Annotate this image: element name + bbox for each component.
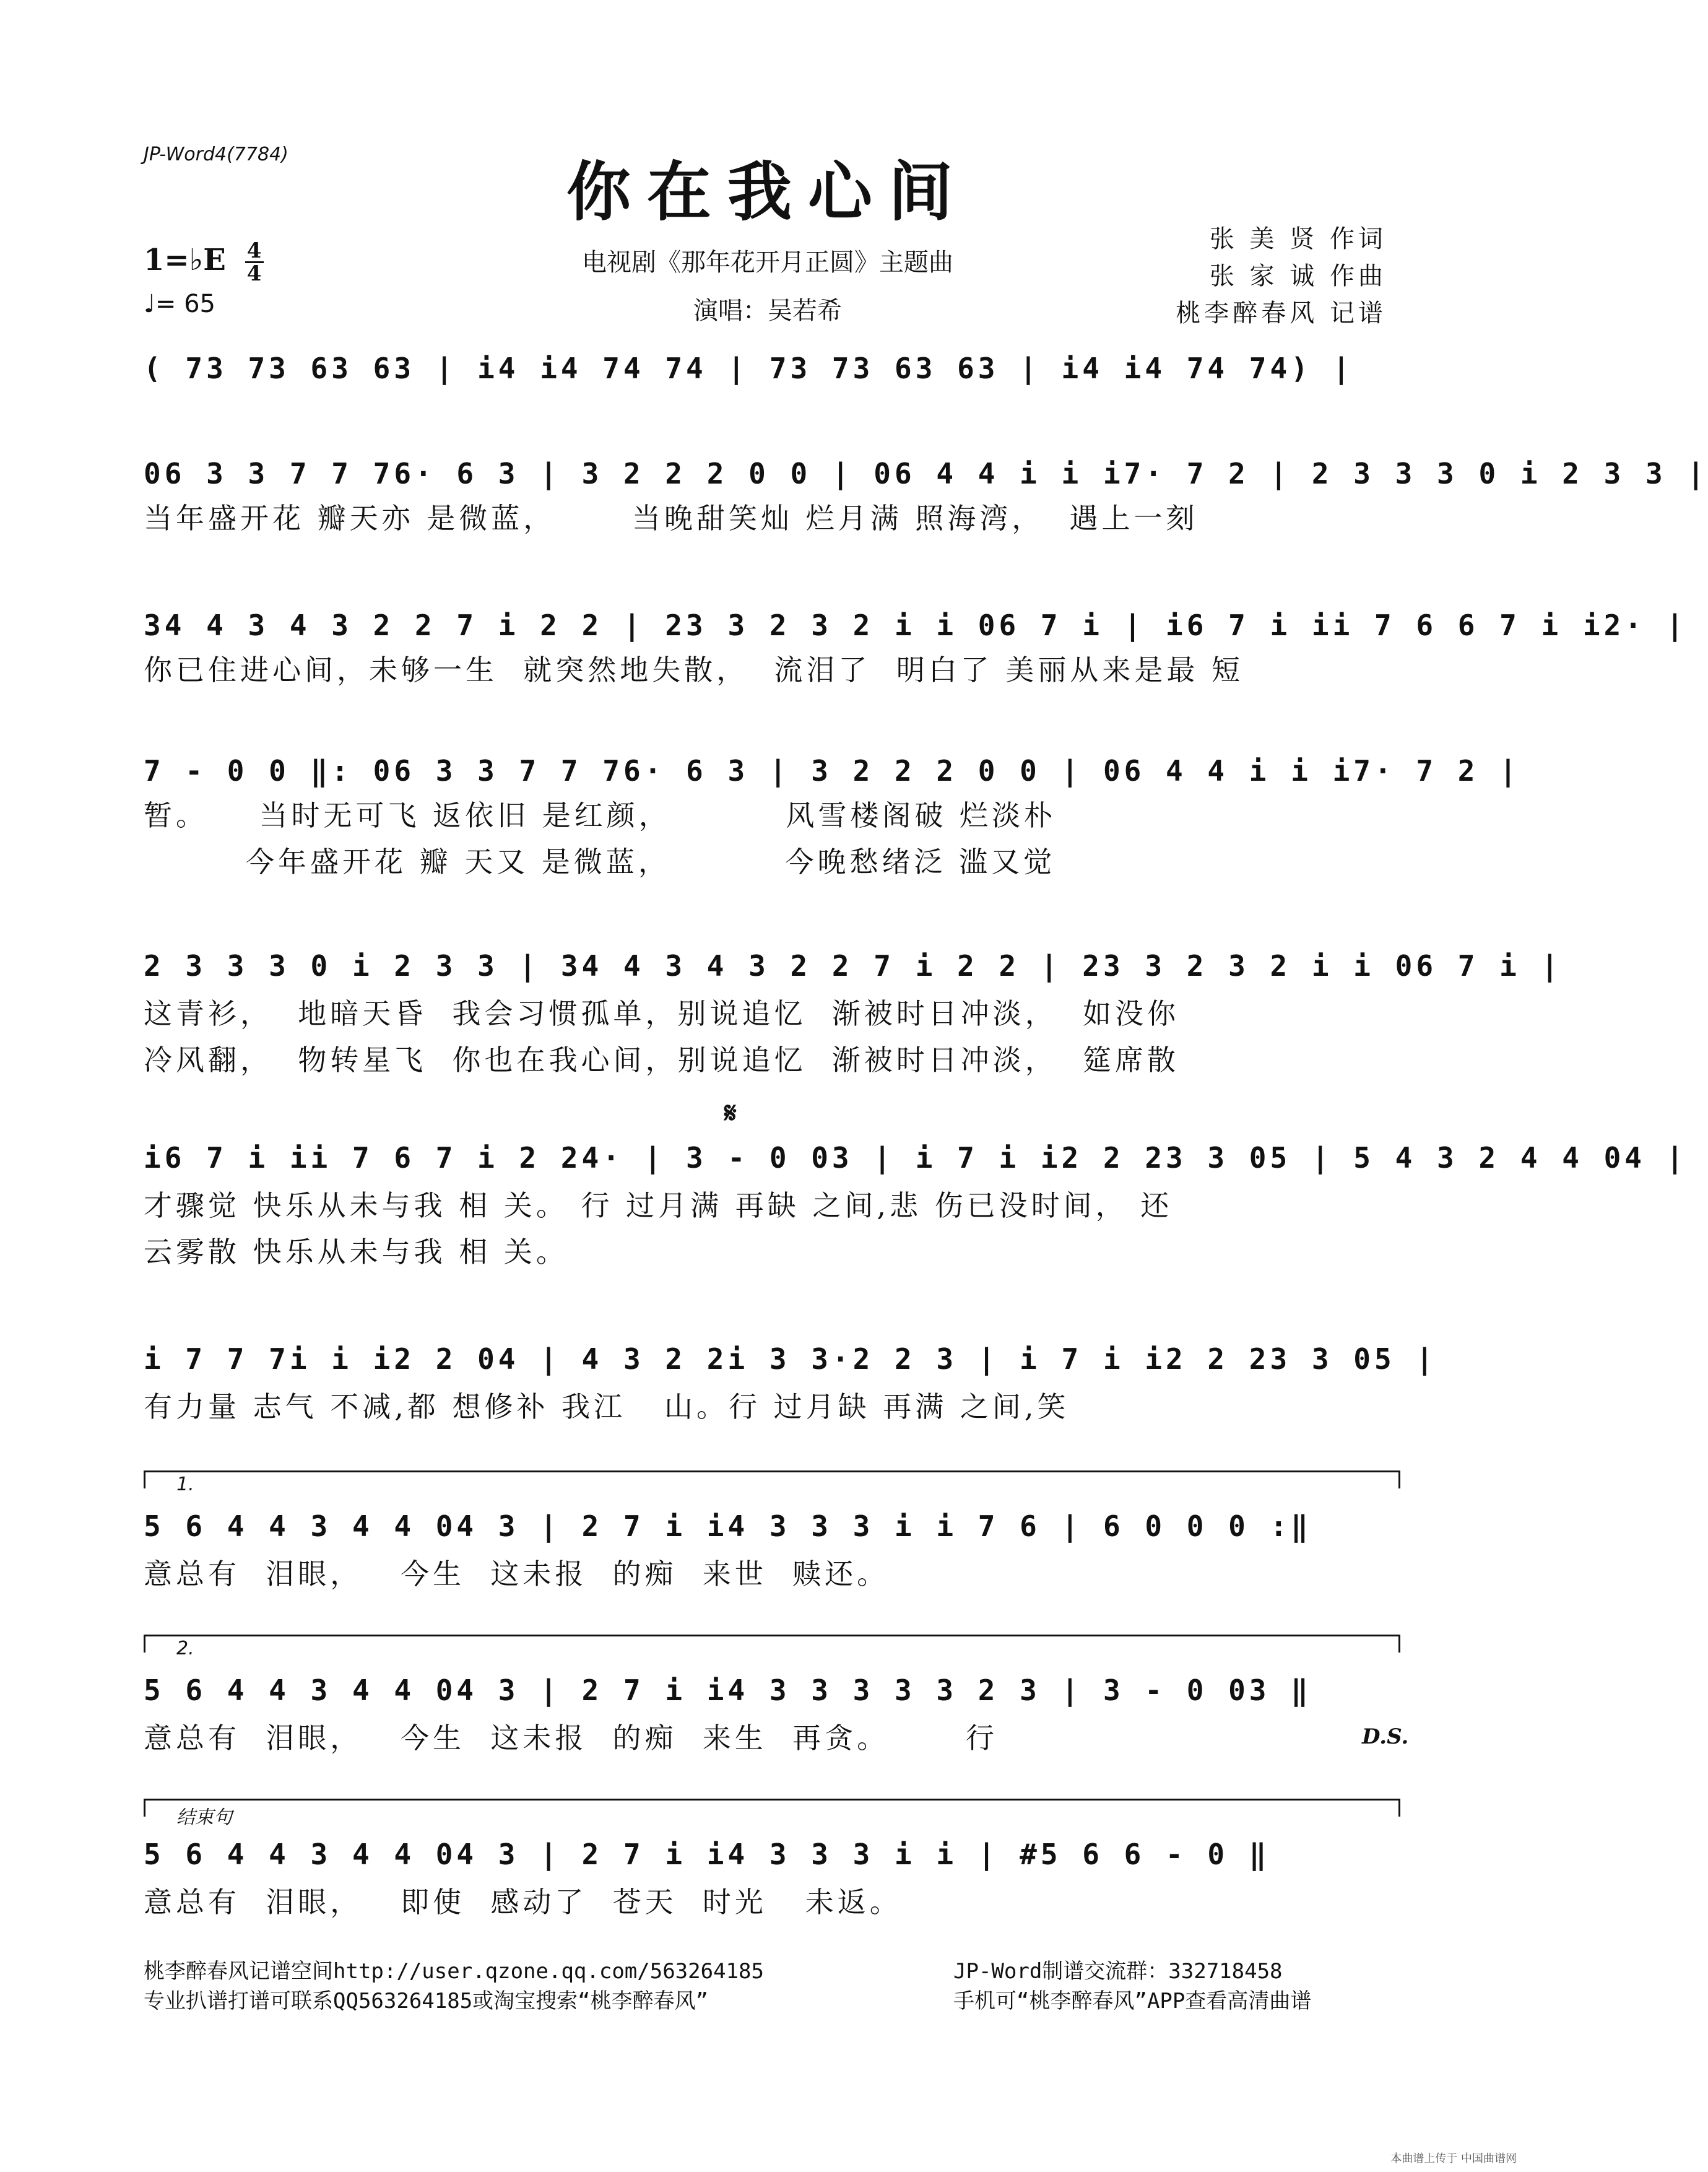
footer-left — [144, 1957, 764, 2016]
footer-left-line-1: 桃李醉春风记谱空间http://user.qzone.qq.com/563264185 — [144, 1959, 764, 1984]
notation-row-6: i6 7 i ii 7 6 7 i 2 24· | 3 - 0 03 | i 7 i i2 2 23 3 05 | 5 4 3 2 4 4 04 | — [144, 1141, 1688, 1175]
ending-bracket-2 — [144, 1635, 1400, 1659]
segno-sign: 𝄋 — [724, 1096, 737, 1129]
song-title: 你在我心间 — [566, 154, 969, 230]
lyric-row-6a: 才骤觉 快乐从未与我 相 关。 行 过月满 再缺 之间,悲 伤已没时间， 还 — [144, 1189, 1173, 1222]
composer: 张 家 诚 作曲 — [1209, 262, 1387, 290]
lyric-row-6b: 云雾散 快乐从未与我 相 关。 — [144, 1235, 568, 1269]
notation-row-2: 06 3 3 7 7 76· 6 3 | 3 2 2 2 0 0 | 06 4 4 i i i7· 7 2 | 2 3 3 3 0 i 2 3 3 | — [144, 457, 1708, 490]
credits — [1176, 220, 1387, 332]
lyric-row-4a: 暂。 当时无可飞 返依旧 是红颜， 风雪楼阁破 烂淡朴 — [144, 799, 1056, 832]
notation-row-8: 5 6 4 4 3 4 4 04 3 | 2 7 i i4 3 3 3 i i 7 6 | 6 0 0 0 :‖ — [144, 1510, 1312, 1543]
ending-label-final: 结束句 — [176, 1807, 232, 1828]
ending-bracket-1 — [144, 1470, 1400, 1495]
software-tag: JP-Word4(7784) — [144, 144, 288, 165]
footer-right-line-1: JP-Word制谱交流群：332718458 — [953, 1959, 1283, 1984]
footer-right-line-2: 手机可“桃李醉春风”APP查看高清曲谱 — [953, 1989, 1312, 2013]
notation-row-5: 2 3 3 3 0 i 2 3 3 | 34 4 3 4 3 2 2 7 i 2 2 | 23 3 2 3 2 i i 06 7 i | — [144, 949, 1563, 983]
lyric-row-8: 意总有 泪眼， 今生 这未报 的痴 来世 赎还。 — [144, 1557, 890, 1591]
notation-row-10: 5 6 4 4 3 4 4 04 3 | 2 7 i i4 3 3 3 i i | #5 6 6 - 0 ‖ — [144, 1838, 1270, 1871]
ending-label-1: 1. — [176, 1474, 194, 1495]
key-label: 1=♭E — [144, 243, 226, 277]
notation-row-9: 5 6 4 4 3 4 4 04 3 | 2 7 i i4 3 3 3 3 3 2 3 | 3 - 0 03 ‖ — [144, 1674, 1312, 1707]
lyric-row-10: 意总有 泪眼， 即使 感动了 苍天 时光 未返。 — [144, 1885, 902, 1919]
lyric-row-3: 你已住进心间，未够一生 就突然地失散， 流泪了 明白了 美丽从来是最 短 — [144, 653, 1244, 687]
lyric-row-7: 有力量 志气 不减,都 想修补 我江 山。行 过月缺 再满 之间,笑 — [144, 1390, 1070, 1423]
lyric-row-5b: 冷风翻， 物转星飞 你也在我心间，别说追忆 渐被时日冲淡， 筵席散 — [144, 1043, 1179, 1077]
ending-label-2: 2. — [176, 1638, 194, 1659]
transcriber: 桃李醉春风 记谱 — [1176, 299, 1387, 328]
time-bottom: 4 — [246, 261, 262, 286]
lyric-row-9: 意总有 泪眼， 今生 这未报 的痴 来生 再贪。 行 — [144, 1721, 998, 1755]
singer: 演唱：吴若希 — [693, 297, 842, 325]
dal-segno-mark: D.S. — [1362, 1724, 1409, 1749]
tempo: ♩= 65 — [144, 290, 215, 318]
lyricist: 张 美 贤 作词 — [1209, 225, 1387, 253]
lyric-row-4b: 今年盛开花 瓣 天又 是微蓝， 今晚愁绪泛 滥又觉 — [144, 845, 1056, 879]
footer-left-line-2: 专业扒谱打谱可联系QQ563264185或淘宝搜索“桃李醉春风” — [144, 1989, 709, 2013]
subtitle: 电视剧《那年花开月正圆》主题曲 — [582, 248, 953, 277]
lyric-row-5a: 这青衫， 地暗天昏 我会习惯孤单，别说追忆 渐被时日冲淡， 如没你 — [144, 997, 1179, 1030]
notation-row-4: 7 - 0 0 ‖: 06 3 3 7 7 76· 6 3 | 3 2 2 2 0 0 | 06 4 4 i i i7· 7 2 | — [144, 754, 1520, 788]
notation-row-7: i 7 7 7i i i2 2 04 | 4 3 2 2i 3 3·2 2 3 | i 7 i i2 2 23 3 05 | — [144, 1342, 1437, 1376]
ending-bracket-final — [144, 1799, 1400, 1828]
watermark: 本曲谱上传于 中国曲谱网 — [1390, 2152, 1517, 2165]
notation-row-1: ( 73 73 63 63 | i4 i4 74 74 | 73 73 63 63 | i4 i4 74 74) | — [144, 352, 1354, 385]
notation-row-3: 34 4 3 4 3 2 2 7 i 2 2 | 23 3 2 3 2 i i 06 7 i | i6 7 i ii 7 6 6 7 i i2· | — [144, 609, 1688, 642]
footer-right — [953, 1957, 1311, 2016]
lyric-row-2: 当年盛开花 瓣天亦 是微蓝， 当晚甜笑灿 烂月满 照海湾， 遇上一刻 — [144, 502, 1199, 535]
time-top: 4 — [246, 238, 262, 263]
